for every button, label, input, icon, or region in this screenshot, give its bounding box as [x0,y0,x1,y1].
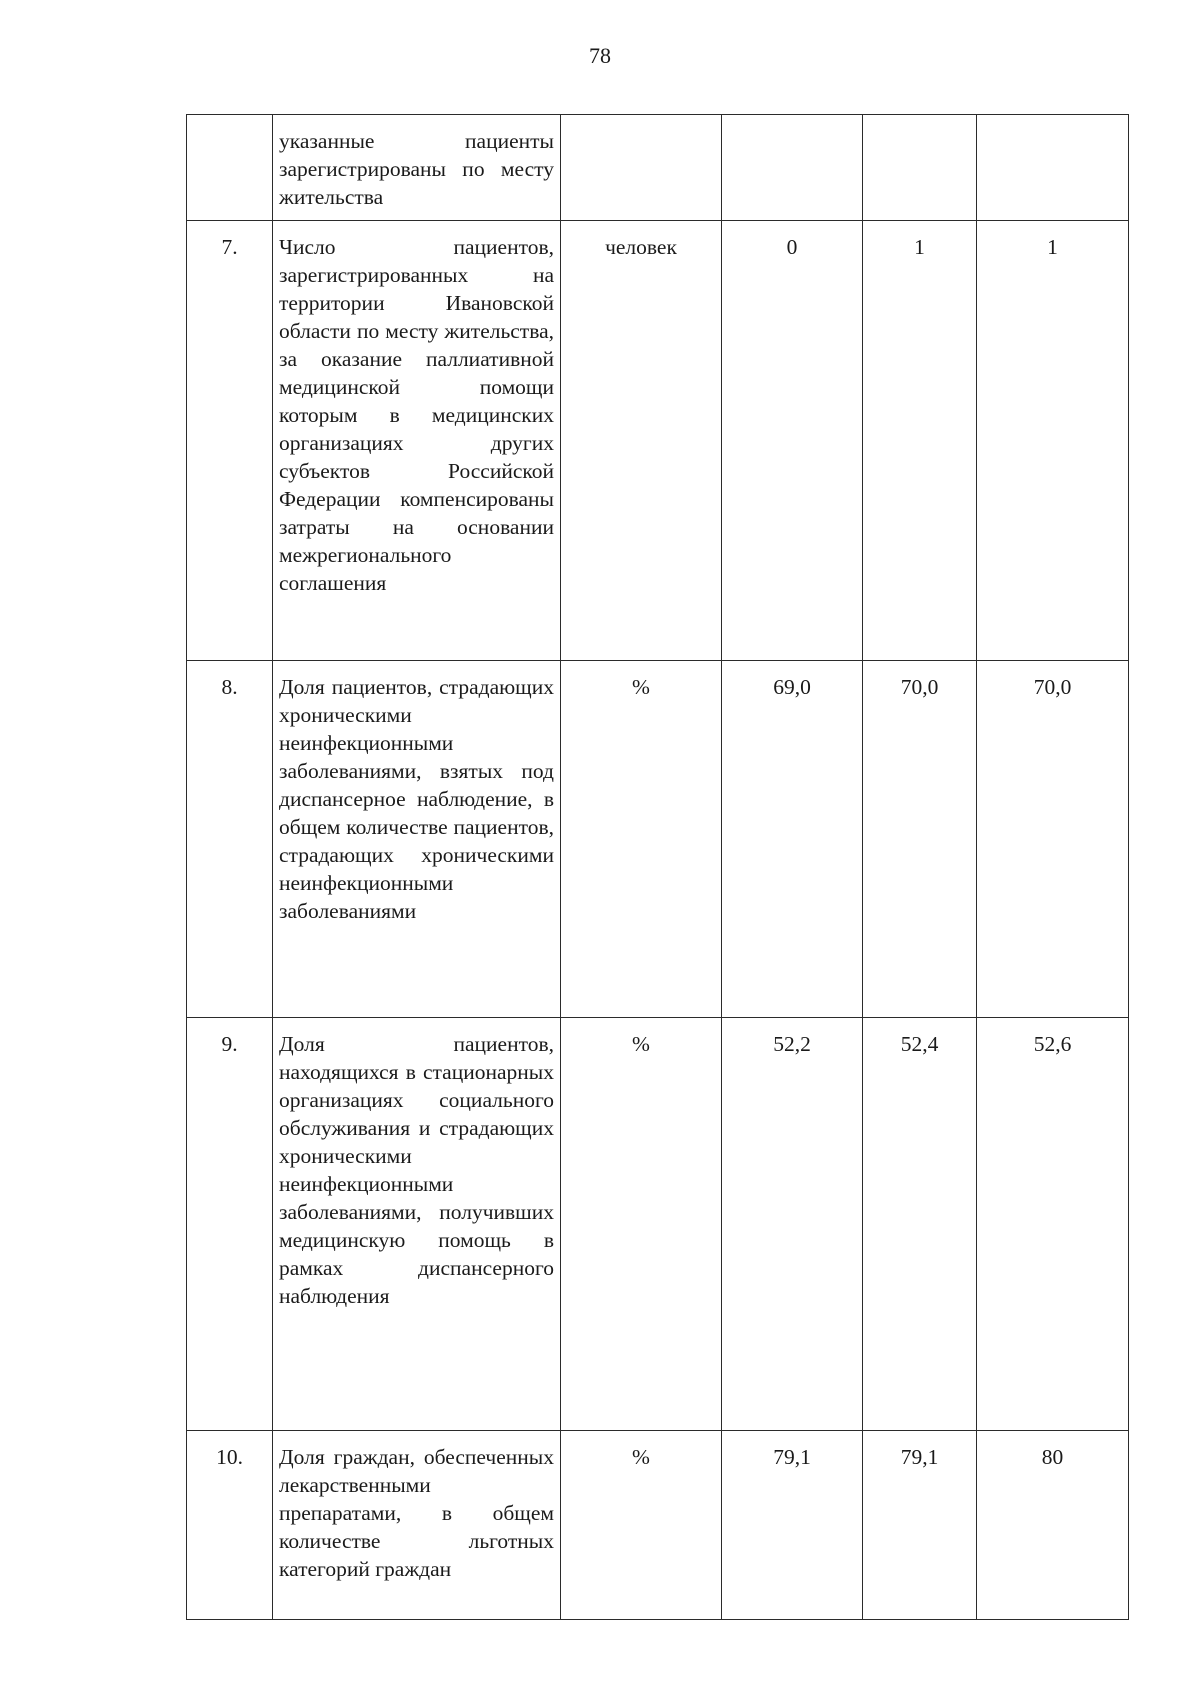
row-value-3: 70,0 [977,661,1129,1018]
row-value-2: 79,1 [863,1431,977,1620]
row-number: 9. [187,1018,273,1431]
row-value-2 [863,115,977,221]
row-unit: % [561,1431,722,1620]
table-row [187,221,1129,661]
row-description: Доля граждан, обеспеченных лекарственными препаратами, в общем количестве льготных категорий граждан [273,1431,561,1620]
table-row [187,1018,1129,1431]
row-value-3 [977,115,1129,221]
row-description: Доля пациентов, находящихся в стационарных организациях социального обслуживания и страдающих хроническими неинфекционными заболеваниями, получивших медицинскую помощь в рамках диспансерного наблюдения [273,1018,561,1431]
table-row [187,1431,1129,1620]
row-number [187,115,273,221]
row-description: Доля пациентов, страдающих хроническими неинфекционными заболеваниями, взятых под диспансерное наблюдение, в общем количестве пациентов, страдающих хроническими неинфекционными заболеваниями [273,661,561,1018]
row-value-1: 69,0 [722,661,863,1018]
row-unit: % [561,1018,722,1431]
row-value-1: 79,1 [722,1431,863,1620]
row-value-1: 0 [722,221,863,661]
row-value-3: 52,6 [977,1018,1129,1431]
row-description: Число пациентов, зарегистрированных на территории Ивановской области по месту жительства, за оказание паллиативной медицинской помощи которым в медицинских организациях других субъектов Российской Федерации компенсированы затраты на основании межрегионального соглашения [273,221,561,661]
row-value-2: 1 [863,221,977,661]
row-value-3: 80 [977,1431,1129,1620]
row-value-3: 1 [977,221,1129,661]
row-number: 7. [187,221,273,661]
row-unit: % [561,661,722,1018]
row-value-1: 52,2 [722,1018,863,1431]
indicators-table [186,114,1129,1620]
table-row [187,115,1129,221]
table-row [187,661,1129,1018]
page-number: 78 [589,43,611,68]
row-description: указанные пациенты зарегистрированы по месту жительства [273,115,561,221]
row-number: 8. [187,661,273,1018]
row-value-2: 70,0 [863,661,977,1018]
row-unit: человек [561,221,722,661]
row-unit [561,115,722,221]
row-value-1 [722,115,863,221]
row-value-2: 52,4 [863,1018,977,1431]
row-number: 10. [187,1431,273,1620]
